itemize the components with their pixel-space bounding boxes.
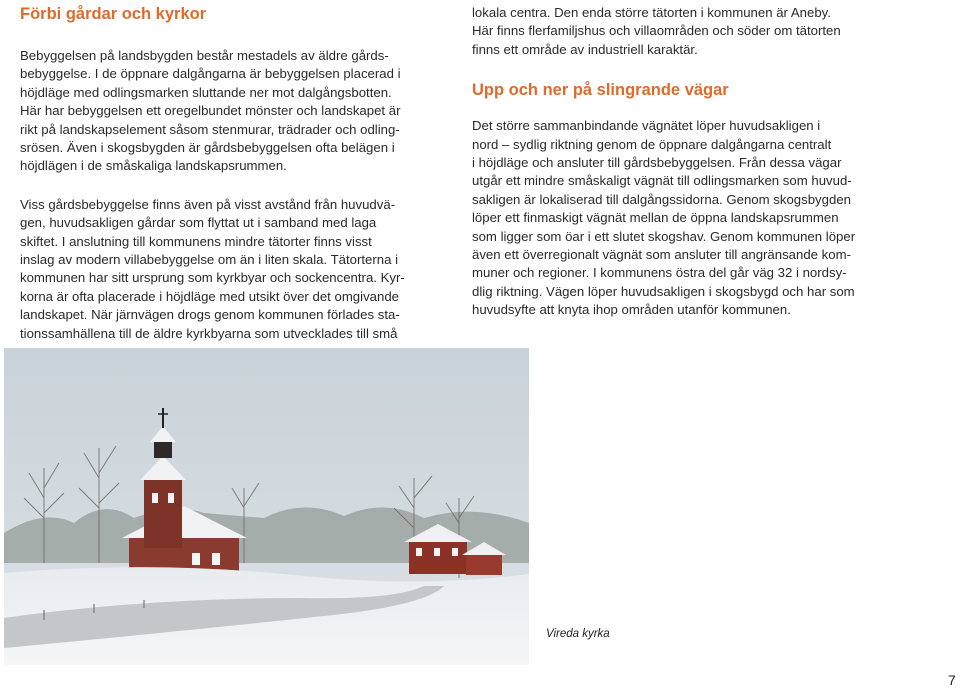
text-line: även ett överregionalt vägnät som ansluter till angränsande kom-: [472, 247, 851, 263]
text-line: muner och regioner. I kommunens östra del går väg 32 i nordsy-: [472, 265, 847, 281]
church-photo: [4, 348, 529, 665]
text-line: skiftet. I anslutning till kommunens mindre tätorter finns visst: [20, 233, 372, 249]
paragraph: [20, 196, 440, 343]
text-line: korna är ofta placerade i höjdläge med utsikt över det omgivande: [20, 288, 399, 304]
text-line: höjdläge med odlingsmarken sluttande ner mot dalgångsbotten.: [20, 84, 392, 100]
spacer: [20, 176, 440, 196]
text-line: lokala centra. Den enda större tätorten i kommunen är Aneby.: [472, 5, 831, 20]
text-line: dlig riktning. Vägen löper huvudsakligen i skogsbygd och har som: [472, 283, 855, 299]
text-line: utgår ett mindre småskaligt vägnät till odlingsmarken som huvud-: [472, 173, 852, 189]
text-line: sakligen är lokaliserad till dalgångssidorna. Genom skogsbygden: [472, 191, 851, 207]
spacer: [472, 59, 912, 80]
text-line: inslag av modern villabebyggelse om än i liten skala. Tätorterna i: [20, 252, 399, 268]
text-line: bebyggelse. I de öppnare dalgångarna är bebyggelsen placerad i: [20, 66, 401, 82]
text-line: tionssamhällena till de äldre kyrkbyarna som utvecklades till små: [20, 325, 398, 341]
text-line: Det större sammanbindande vägnätet löper huvudsakligen i: [472, 118, 821, 134]
text-line: Viss gårdsbebyggelse finns även på visst avstånd från huvudvä-: [20, 196, 396, 212]
text-line: rikt på landskapselement såsom stenmurar, trädrader och odling-: [20, 121, 400, 137]
right-column: [472, 4, 912, 320]
paragraph: [472, 4, 912, 59]
church-illustration: [4, 348, 529, 665]
text-line: Här finns flerfamiljshus och villaområden och söder om tätorten: [472, 23, 841, 39]
photo-caption: Vireda kyrka: [546, 628, 610, 640]
text-line: Här har bebyggelsen ett oregelbundet mönster och landskapet är: [20, 103, 401, 119]
text-line: nord – sydlig riktning genom de öppnare dalgångarna centralt: [472, 136, 832, 152]
text-line: Bebyggelsen på landsbygden består mestadels av äldre gårds-: [20, 48, 389, 63]
text-line: höjdlägen i de småskaliga landskapsrummen.: [20, 158, 287, 174]
spacer: [20, 24, 440, 47]
section-heading: Förbi gårdar och kyrkor: [20, 5, 207, 23]
paragraph: [20, 47, 440, 176]
text-line: srösen. Även i skogsbygden är gårdsbebyggelsen ofta belägen i: [20, 140, 395, 156]
text-line: landskapet. När järnvägen drogs genom kommunen förlades sta-: [20, 307, 400, 323]
paragraph: [472, 117, 912, 319]
text-line: huvudsyfte att knyta ihop områden utanför kommunen.: [472, 302, 791, 318]
text-line: löper ett finmaskigt vägnät mellan de öppna landskapsrummen: [472, 210, 839, 226]
page-number: 7: [948, 672, 956, 688]
text-line: som ligger som öar i ett slutet skogshav. Genom kommunen löper: [472, 228, 856, 244]
text-line: finns ett område av industriell karaktär.: [472, 41, 698, 57]
text-line: gen, huvudsakligen gårdar som flyttat ut i samband med laga: [20, 215, 377, 231]
left-column: [20, 4, 440, 343]
text-line: kommunen har sitt ursprung som kyrkbyar och sockencentra. Kyr-: [20, 270, 405, 286]
spacer: [472, 100, 912, 117]
text-line: i höjdläge och ansluter till gårdsbebyggelsen. Från dessa vägar: [472, 155, 842, 171]
section-heading: Upp och ner på slingrande vägar: [472, 81, 729, 100]
